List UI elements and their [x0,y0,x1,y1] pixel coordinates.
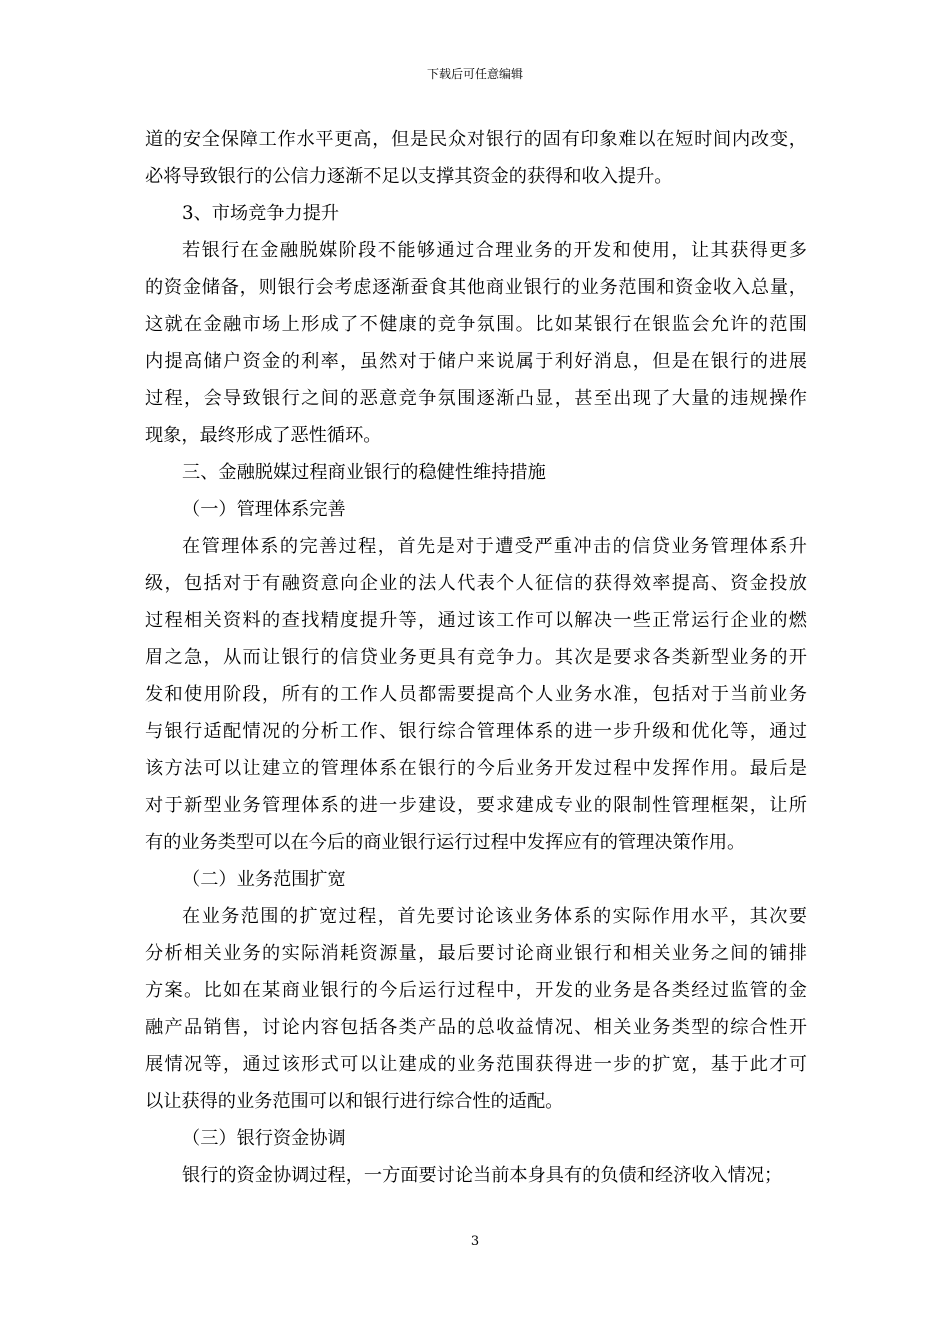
subsection-heading: （一）管理体系完善 [182,499,346,520]
text-line: 展情况等，通过该形式可以让建成的业务范围获得进一步的扩宽，基于此才可 [145,1054,807,1075]
text-line: 现象，最终形成了恶性循环。 [145,425,382,446]
section-heading: 三、金融脱媒过程商业银行的稳健性维持措施 [182,462,546,483]
text-line: 这就在金融市场上形成了不健康的竞争氛围。比如某银行在银监会允许的范围 [145,314,807,335]
text-line: 眉之急，从而让银行的信贷业务更具有竞争力。其次是要求各类新型业务的开 [145,647,807,668]
text-line: 内提高储户资金的利率，虽然对于储户来说属于利好消息，但是在银行的进展 [145,351,807,372]
subsection-heading: （二）业务范围扩宽 [182,869,346,890]
text-line: 有的业务类型可以在今后的商业银行运行过程中发挥应有的管理决策作用。 [145,832,746,853]
section-heading: 3、市场竞争力提升 [182,203,340,224]
text-line: 方案。比如在某商业银行的今后运行过程中，开发的业务是各类经过监管的金 [145,980,807,1001]
text-line: 在管理体系的完善过程，首先是对于遭受严重冲击的信贷业务管理体系升 [182,536,807,557]
text-line: 发和使用阶段，所有的工作人员都需要提高个人业务水准，包括对于当前业务 [145,684,807,705]
text-line: 融产品销售，讨论内容包括各类产品的总收益情况、相关业务类型的综合性开 [145,1017,807,1038]
page-number: 3 [470,1234,480,1249]
text-line: 过程，会导致银行之间的恶意竞争氛围逐渐凸显，甚至出现了大量的违规操作 [145,388,807,409]
text-line: 道的安全保障工作水平更高，但是民众对银行的固有印象难以在短时间内改变， [145,129,807,150]
text-line: 与银行适配情况的分析工作、银行综合管理体系的进一步升级和优化等，通过 [145,721,807,742]
text-line: 分析相关业务的实际消耗资源量，最后要讨论商业银行和相关业务之间的铺排 [145,943,807,964]
text-line: 若银行在金融脱媒阶段不能够通过合理业务的开发和使用，让其获得更多 [182,240,807,261]
document-body [145,121,807,1194]
text-line: 级，包括对于有融资意向企业的法人代表个人征信的获得效率提高、资金投放 [145,573,807,594]
page-header: 下载后可任意编辑 [426,67,523,81]
text-line: 的资金储备，则银行会考虑逐渐蚕食其他商业银行的业务范围和资金收入总量， [145,277,807,298]
text-line: 该方法可以让建立的管理体系在银行的今后业务开发过程中发挥作用。最后是 [145,758,807,779]
text-line: 在业务范围的扩宽过程，首先要讨论该业务体系的实际作用水平，其次要 [182,906,807,927]
text-line: 银行的资金协调过程，一方面要讨论当前本身具有的负债和经济收入情况； [182,1165,783,1186]
text-line: 必将导致银行的公信力逐渐不足以支撑其资金的获得和收入提升。 [145,166,673,187]
text-line: 以让获得的业务范围可以和银行进行综合性的适配。 [145,1091,564,1112]
subsection-heading: （三）银行资金协调 [182,1128,346,1149]
text-line: 过程相关资料的查找精度提升等，通过该工作可以解决一些正常运行企业的燃 [145,610,807,631]
text-line: 对于新型业务管理体系的进一步建设，要求建成专业的限制性管理框架，让所 [145,795,807,816]
